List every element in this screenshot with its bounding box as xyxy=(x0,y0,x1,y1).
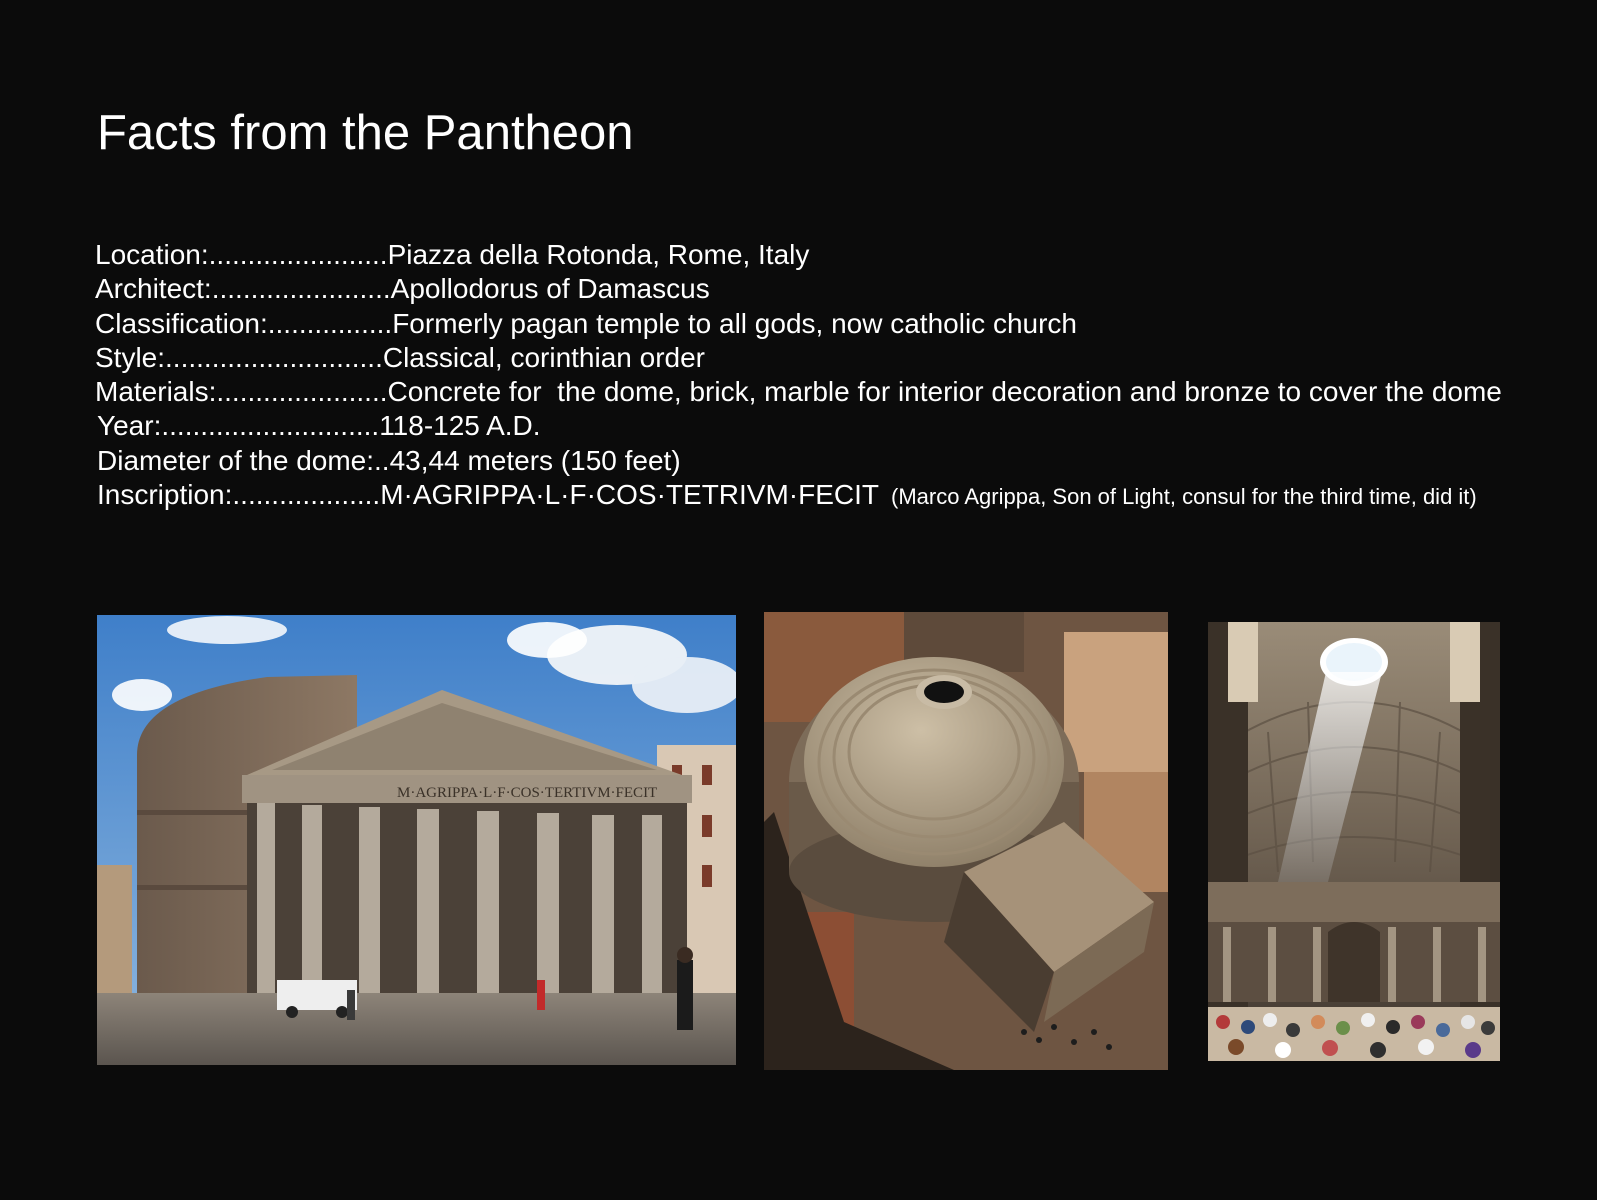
fact-label: Style: xyxy=(95,341,166,373)
fact-dots: .. xyxy=(374,444,390,476)
fact-row-inscription xyxy=(95,478,1502,514)
pantheon-aerial-photo xyxy=(764,612,1168,1070)
fact-label: Year: xyxy=(97,410,162,442)
fact-note: (Marco Agrippa, Son of Light, consul for the third time, did it) xyxy=(891,484,1477,510)
fact-value: Classical, corinthian order xyxy=(382,341,705,373)
fact-row-architect xyxy=(95,272,1502,306)
fact-row-materials xyxy=(95,375,1502,409)
facts-list xyxy=(95,238,1502,514)
fact-row-diameter xyxy=(95,444,1502,478)
fact-value: M·AGRIPPA·L·F·COS·TETRIVM·FECIT xyxy=(380,479,880,511)
fact-label: Diameter of the dome: xyxy=(97,444,375,476)
fact-label: Architect: xyxy=(95,273,212,305)
fact-row-style xyxy=(95,341,1502,375)
fact-value: 43,44 meters (150 feet) xyxy=(389,444,681,476)
fact-value: Piazza della Rotonda, Rome, Italy xyxy=(387,239,810,270)
fact-dots: ................... xyxy=(232,479,381,511)
fact-label: Materials: xyxy=(95,376,217,408)
fact-row-year xyxy=(95,409,1502,443)
fact-dots: ....................... xyxy=(211,273,391,305)
fact-value: Apollodorus of Damascus xyxy=(390,273,710,305)
fact-row-location xyxy=(95,238,1502,272)
fact-value: Concrete for the dome, brick, marble for interior decoration and bronze to cover the dome xyxy=(387,376,1502,408)
pantheon-exterior-photo xyxy=(97,615,736,1065)
pantheon-interior-photo xyxy=(1208,622,1500,1061)
fact-label: Classification: xyxy=(95,307,268,339)
fact-dots: ....................... xyxy=(208,239,388,270)
portico-inscription: M·AGRIPPA·L·F·COS·TERTIVM·FECIT xyxy=(397,785,658,801)
fact-row-classification xyxy=(95,307,1502,341)
fact-label: Inscription: xyxy=(97,479,233,511)
fact-value: 118-125 A.D. xyxy=(379,410,541,442)
fact-dots: ................ xyxy=(267,307,393,339)
fact-dots: ............................ xyxy=(161,410,380,442)
slide-title: Facts from the Pantheon xyxy=(97,106,634,160)
fact-dots: ............................ xyxy=(165,341,383,373)
fact-value: Formerly pagan temple to all gods, now catholic church xyxy=(392,307,1077,339)
fact-label: Location: xyxy=(95,239,209,270)
fact-dots: ...................... xyxy=(216,376,388,408)
